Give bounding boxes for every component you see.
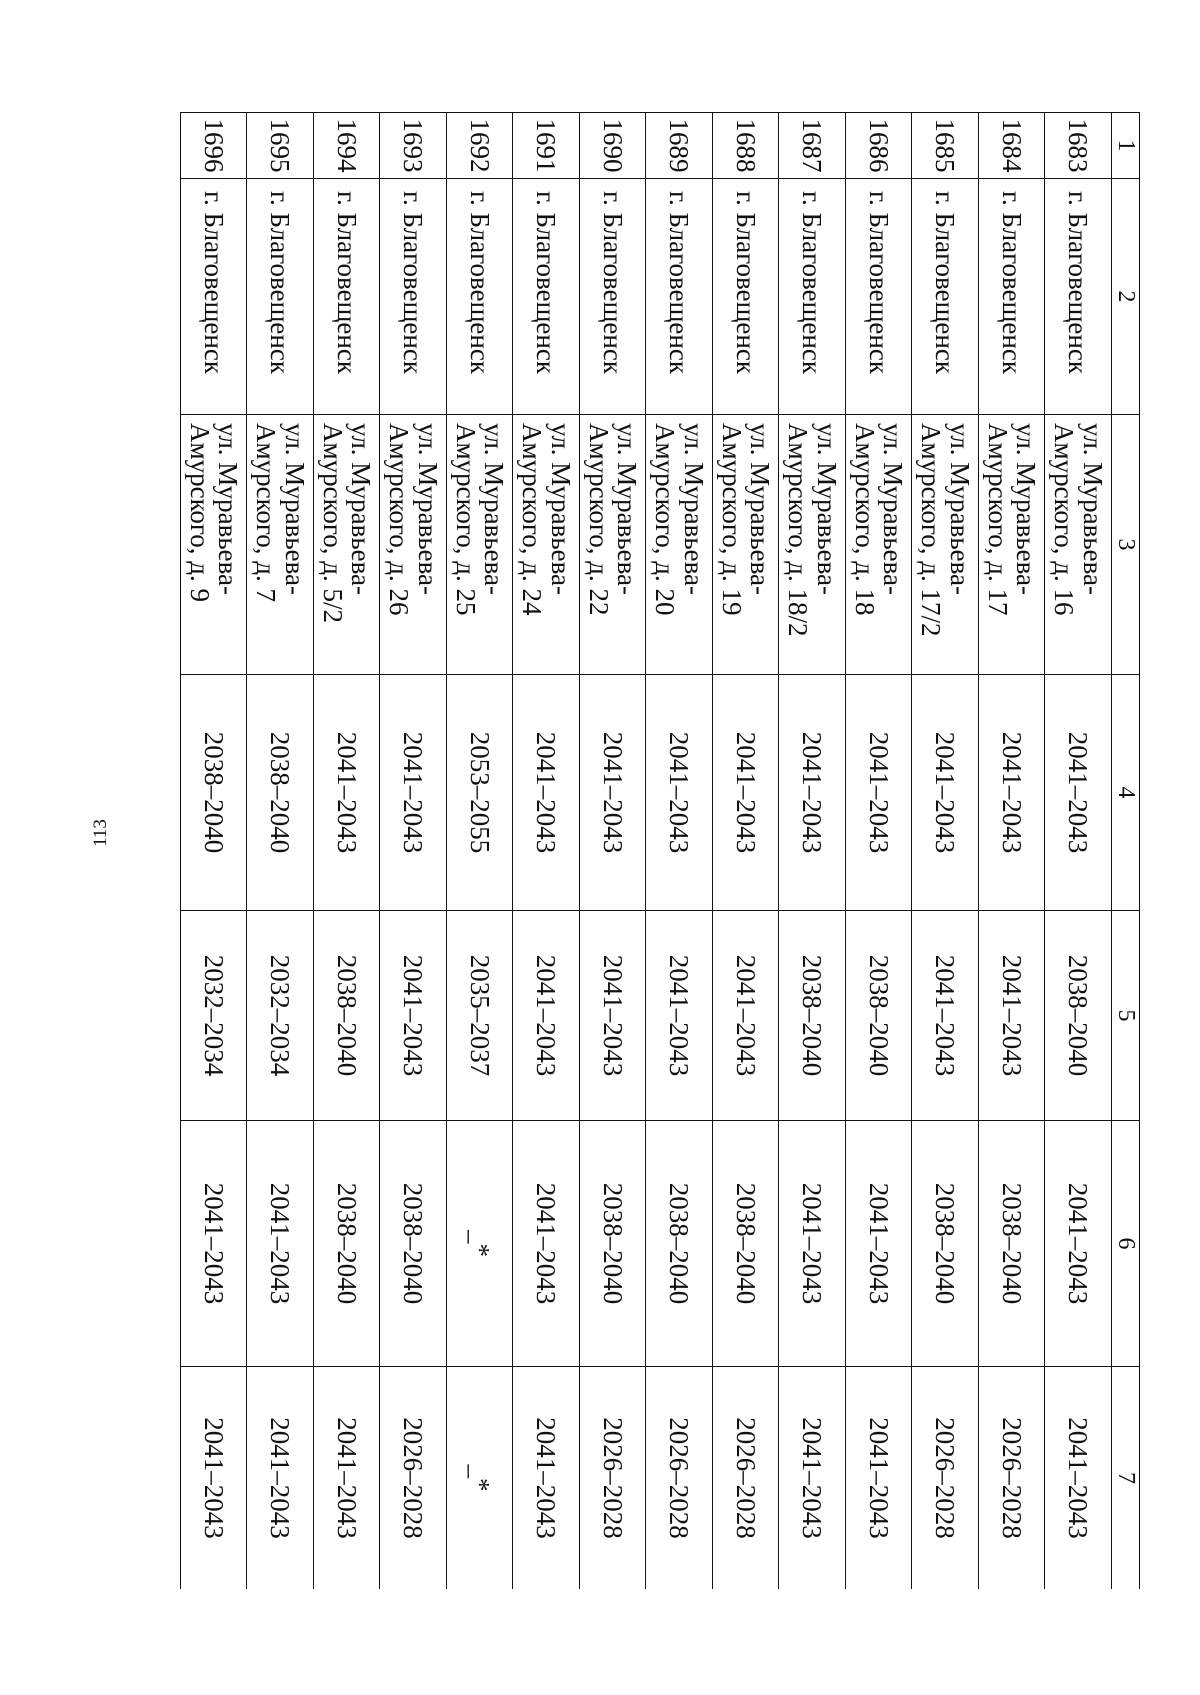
address-cell [247,415,314,675]
period-col-4: 2053–2055 [447,675,514,911]
street-line-1: ул. Муравьева- [279,423,310,596]
street-line-2: Амурского, д. 7 [251,423,282,602]
table-row [912,113,979,1590]
col-header-3: 3 [1112,415,1140,675]
table-row [846,113,913,1590]
period-col-7: _* [447,1367,514,1590]
street-line-2: Амурского, д. 16 [1049,423,1080,616]
table-row [713,113,780,1590]
period-col-5: 2041–2043 [580,911,647,1121]
table-row [580,113,647,1590]
period-col-5: 2038–2040 [1045,911,1112,1121]
table-row [779,113,846,1590]
street-line-1: ул. Муравьева- [479,423,510,596]
period-col-6: 2041–2043 [1045,1121,1112,1367]
city-cell: г. Благовещенск [846,179,913,415]
period-col-4: 2041–2043 [314,675,381,911]
row-number: 1688 [713,113,780,179]
address-cell [314,415,381,675]
period-col-6: 2038–2040 [580,1121,647,1367]
row-number: 1684 [979,113,1046,179]
city-cell: г. Благовещенск [1045,179,1112,415]
street-line-2: Амурского, д. 18/2 [783,423,814,637]
street-line-2: Амурского, д. 25 [450,423,481,616]
row-number: 1694 [314,113,381,179]
col-header-7: 7 [1112,1367,1140,1590]
row-number: 1695 [247,113,314,179]
street-line-2: Амурского, д. 26 [384,423,415,616]
street-line-2: Амурского, д. 24 [517,423,548,616]
period-col-6: 2041–2043 [181,1121,248,1367]
address-cell [447,415,514,675]
street-line-1: ул. Муравьева- [1011,423,1042,596]
row-number: 1685 [912,113,979,179]
address-cell [646,415,713,675]
period-col-5: 2041–2043 [979,911,1046,1121]
city-cell: г. Благовещенск [713,179,780,415]
period-col-4: 2041–2043 [513,675,580,911]
street-line-1: ул. Муравьева- [346,423,377,596]
period-col-5: 2041–2043 [646,911,713,1121]
address-cell [979,415,1046,675]
row-number: 1689 [646,113,713,179]
table-row [380,113,447,1590]
period-col-5: 2038–2040 [779,911,846,1121]
period-col-4: 2041–2043 [912,675,979,911]
city-cell: г. Благовещенск [580,179,647,415]
period-col-5: 2035–2037 [447,911,514,1121]
row-number: 1690 [580,113,647,179]
period-col-7: 2041–2043 [181,1367,248,1590]
city-cell: г. Благовещенск [646,179,713,415]
table-row [513,113,580,1590]
period-col-5: 2032–2034 [181,911,248,1121]
period-col-7: 2041–2043 [314,1367,381,1590]
period-col-5: 2038–2040 [314,911,381,1121]
period-col-4: 2041–2043 [580,675,647,911]
street-line-2: Амурского, д. 17/2 [916,423,947,637]
row-number: 1696 [181,113,248,179]
street-line-2: Амурского, д. 22 [583,423,614,616]
city-cell: г. Благовещенск [247,179,314,415]
period-col-4: 2041–2043 [646,675,713,911]
address-cell [912,415,979,675]
address-cell [713,415,780,675]
period-col-7: 2041–2043 [779,1367,846,1590]
period-col-7: 2026–2028 [713,1367,780,1590]
street-line-2: Амурского, д. 20 [650,423,681,616]
city-cell: г. Благовещенск [979,179,1046,415]
address-cell [779,415,846,675]
period-col-4: 2041–2043 [713,675,780,911]
row-number: 1692 [447,113,514,179]
table-area [180,112,1140,1589]
street-line-1: ул. Муравьева- [745,423,776,596]
period-col-6: 2038–2040 [912,1121,979,1367]
period-col-6: 2041–2043 [779,1121,846,1367]
period-col-7: 2026–2028 [580,1367,647,1590]
period-col-6: 2038–2040 [380,1121,447,1367]
table-row [1045,113,1112,1590]
period-col-7: 2026–2028 [646,1367,713,1590]
period-col-6: 2038–2040 [314,1121,381,1367]
period-col-5: 2032–2034 [247,911,314,1121]
table-row [447,113,514,1590]
page-number: 113 [90,819,111,847]
table-row [314,113,381,1590]
period-col-5: 2038–2040 [846,911,913,1121]
period-col-4: 2041–2043 [1045,675,1112,911]
period-col-6: 2041–2043 [513,1121,580,1367]
street-line-2: Амурского, д. 5/2 [317,423,348,623]
address-cell [580,415,647,675]
street-line-1: ул. Муравьева- [878,423,909,596]
street-line-1: ул. Муравьева- [1077,423,1108,596]
period-col-7: 2041–2043 [513,1367,580,1590]
address-cell [380,415,447,675]
table-row [979,113,1046,1590]
period-col-6: _* [447,1121,514,1367]
street-line-1: ул. Муравьева- [412,423,443,596]
row-number: 1691 [513,113,580,179]
table-row [181,113,248,1590]
table-row [646,113,713,1590]
period-col-4: 2041–2043 [779,675,846,911]
period-col-7: 2041–2043 [1045,1367,1112,1590]
city-cell: г. Благовещенск [380,179,447,415]
period-col-6: 2038–2040 [713,1121,780,1367]
street-line-1: ул. Муравьева- [545,423,576,596]
period-col-6: 2038–2040 [979,1121,1046,1367]
address-cell [181,415,248,675]
period-col-6: 2038–2040 [646,1121,713,1367]
header-row [1112,113,1140,1590]
period-col-4: 2041–2043 [979,675,1046,911]
period-col-4: 2038–2040 [181,675,248,911]
city-cell: г. Благовещенск [513,179,580,415]
row-number: 1683 [1045,113,1112,179]
street-line-1: ул. Муравьева- [811,423,842,596]
period-col-5: 2041–2043 [380,911,447,1121]
address-cell [846,415,913,675]
period-col-7: 2041–2043 [247,1367,314,1590]
col-header-2: 2 [1112,179,1140,415]
col-header-5: 5 [1112,911,1140,1121]
period-col-6: 2041–2043 [846,1121,913,1367]
row-number: 1693 [380,113,447,179]
address-cell [513,415,580,675]
period-col-7: 2026–2028 [912,1367,979,1590]
row-number: 1686 [846,113,913,179]
col-header-1: 1 [1112,113,1140,179]
period-col-5: 2041–2043 [912,911,979,1121]
table-row [247,113,314,1590]
city-cell: г. Благовещенск [779,179,846,415]
street-line-2: Амурского, д. 19 [716,423,747,616]
period-col-5: 2041–2043 [713,911,780,1121]
row-number: 1687 [779,113,846,179]
street-line-1: ул. Муравьева- [678,423,709,596]
street-line-2: Амурского, д. 17 [982,423,1013,616]
city-cell: г. Благовещенск [314,179,381,415]
period-col-4: 2038–2040 [247,675,314,911]
city-cell: г. Благовещенск [912,179,979,415]
schedule-table [180,112,1140,1589]
period-col-4: 2041–2043 [846,675,913,911]
period-col-4: 2041–2043 [380,675,447,911]
period-col-7: 2026–2028 [380,1367,447,1590]
period-col-5: 2041–2043 [513,911,580,1121]
col-header-6: 6 [1112,1121,1140,1367]
street-line-2: Амурского, д. 9 [184,423,215,602]
street-line-1: ул. Муравьева- [944,423,975,596]
street-line-1: ул. Муравьева- [213,423,244,596]
period-col-6: 2041–2043 [247,1121,314,1367]
street-line-1: ул. Муравьева- [612,423,643,596]
city-cell: г. Благовещенск [447,179,514,415]
period-col-7: 2041–2043 [846,1367,913,1590]
col-header-4: 4 [1112,675,1140,911]
city-cell: г. Благовещенск [181,179,248,415]
address-cell [1045,415,1112,675]
period-col-7: 2026–2028 [979,1367,1046,1590]
street-line-2: Амурского, д. 18 [849,423,880,616]
